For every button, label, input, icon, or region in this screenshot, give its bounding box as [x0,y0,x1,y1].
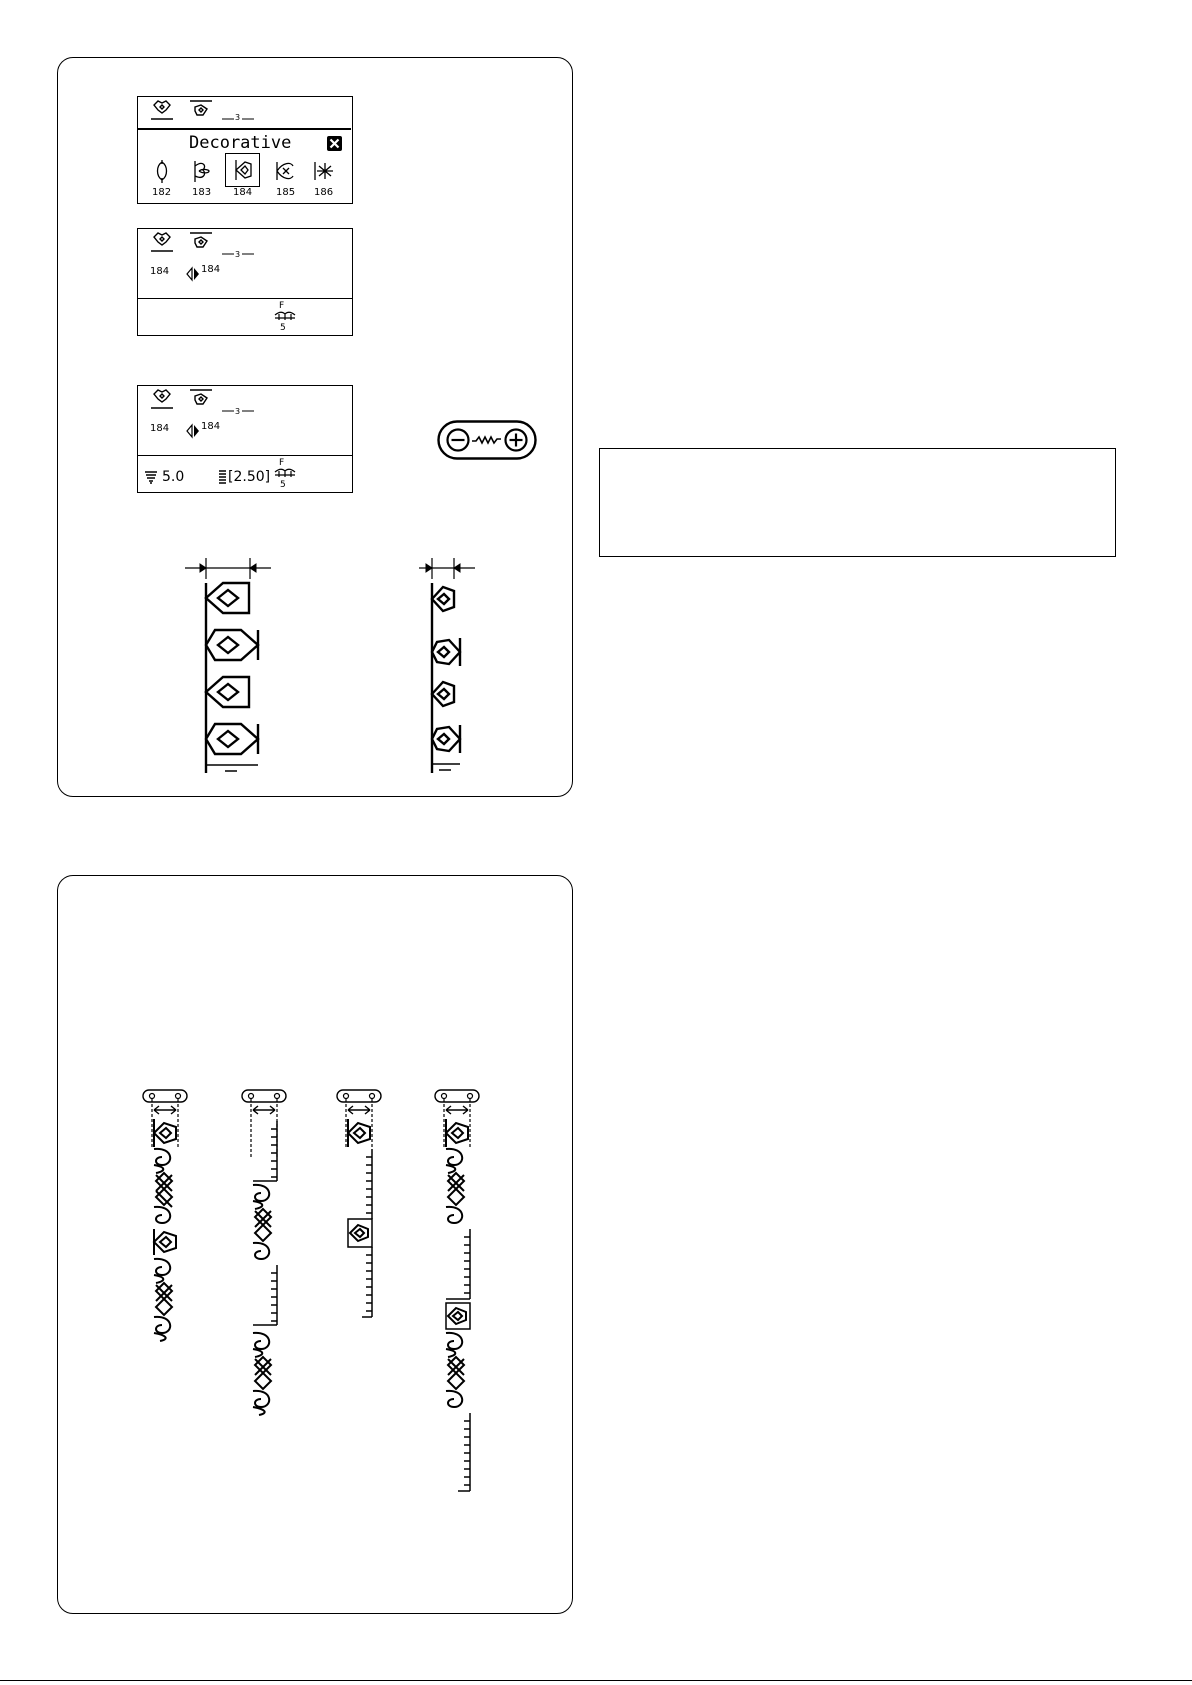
close-button[interactable] [327,136,342,151]
pattern-number: 185 [276,187,296,198]
heart-pattern-inverted-icon [190,101,212,115]
screen2-divider [138,298,352,299]
presser-foot-letter: F [279,301,285,311]
stitch-width-icon [144,470,158,484]
presser-foot-letter: F [279,458,285,468]
heart-pattern-icon [151,390,173,408]
lcd-screen-pattern-184 [137,228,353,336]
pattern-button-186[interactable] [311,158,337,198]
minus-wave-plus-icon [437,420,537,460]
top-illustration-panel [57,57,573,797]
pattern-186-icon [311,158,337,186]
pattern-button-184[interactable] [225,153,261,198]
screen3-divider [138,455,352,456]
pattern-button-185[interactable] [273,158,299,198]
pattern-button-183[interactable] [189,158,215,198]
stitch-width-value: 5.0 [162,469,185,485]
mirror-icon [186,424,200,438]
pattern-button-182[interactable] [149,158,175,198]
bottom-illustration-panel [57,875,573,1614]
heart-stitch-sample-narrow [419,553,499,775]
pattern-number-label: 184 [150,266,170,277]
pattern-number-label: 184 [150,423,170,434]
stitch-length-icon [218,469,228,484]
presser-foot-number: 5 [280,480,286,490]
pattern-182-icon [149,158,175,186]
heart-pattern-inverted-icon [190,390,212,404]
screen2-header-icons [138,229,352,259]
combined-stitch-sample-4 [434,1089,494,1509]
presser-foot-number: 5 [280,323,286,333]
heart-pattern-inverted-icon [190,233,212,247]
lcd-screen-decorative-select [137,96,353,204]
screen1-header-number: 3 [235,113,241,122]
heart-pattern-icon [151,233,173,251]
pattern-184-icon [225,153,261,187]
close-icon [327,136,342,151]
heart-pattern-icon [151,101,173,119]
pattern-number: 182 [152,187,172,198]
mirror-icon [186,267,200,281]
pattern-number: 184 [233,187,253,198]
pattern-185-icon [273,158,299,186]
screen2-header-number: 3 [235,250,241,259]
stitch-length-value: [2.50] [228,469,271,485]
note-box [599,448,1116,557]
combined-stitch-sample-2 [241,1089,301,1429]
screen3-header-icons [138,386,352,416]
heart-stitch-sample-wide [185,553,295,775]
mirror-pattern-number: 184 [201,264,221,275]
screen3-header-number: 3 [235,407,241,416]
pattern-183-icon [189,158,215,186]
combined-stitch-sample-1 [142,1089,202,1369]
pattern-number: 183 [192,187,212,198]
pattern-number: 186 [314,187,334,198]
popup-title: Decorative [189,133,292,153]
decorative-popup [137,128,351,204]
stitch-width-adjust-button[interactable] [437,420,537,460]
mirror-pattern-number: 184 [201,421,221,432]
lcd-screen-pattern-184-settings [137,385,353,493]
presser-foot-icon [273,466,297,480]
footer-rule [0,1680,1192,1681]
combined-stitch-sample-3 [336,1089,396,1329]
presser-foot-icon [273,309,297,323]
